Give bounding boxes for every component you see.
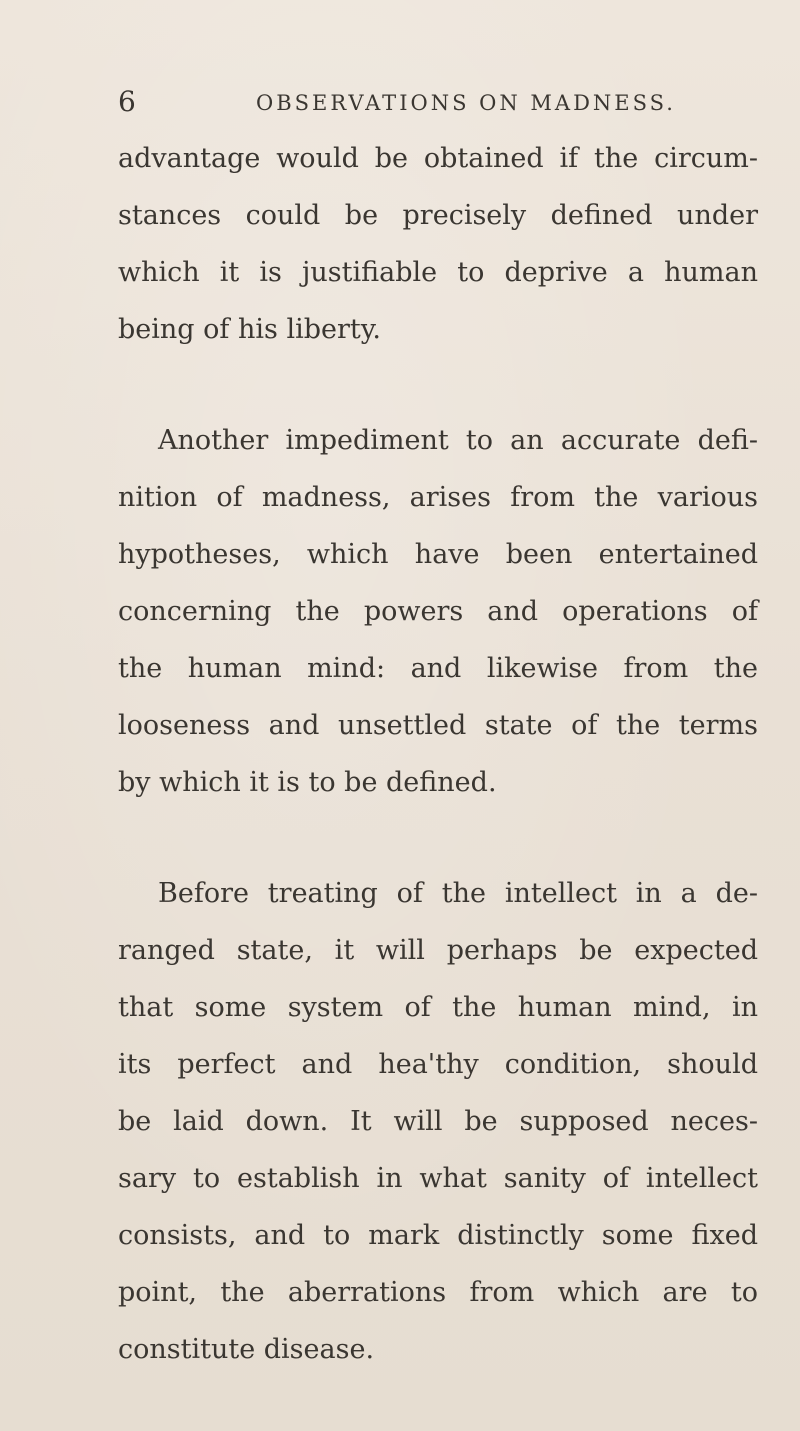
body-text <box>118 130 758 1378</box>
text-line: by which it is to be defined. <box>118 767 497 798</box>
text-line: nition of madness, arises from the various <box>118 482 758 513</box>
text-line: that some system of the human mind, in <box>118 992 758 1023</box>
paragraph-1 <box>118 130 758 358</box>
running-head: OBSERVATIONS ON MADNESS. <box>256 91 676 115</box>
text-line: stances could be precisely defined under <box>118 200 758 231</box>
text-line: ranged state, it will perhaps be expected <box>118 935 758 966</box>
text-line: its perfect and hea'thy condition, should <box>118 1049 758 1080</box>
text-line: point, the aberrations from which are to <box>118 1277 758 1308</box>
page-number: 6 <box>118 85 136 118</box>
text-line: advantage would be obtained if the circum- <box>118 143 758 174</box>
text-line: hypotheses, which have been entertained <box>118 539 758 570</box>
text-line: looseness and unsettled state of the terms <box>118 710 758 741</box>
text-line: the human mind: and likewise from the <box>118 653 758 684</box>
page-header <box>118 84 758 120</box>
paragraph-gap <box>118 811 758 865</box>
paragraph-3 <box>118 865 758 1378</box>
paragraph-2 <box>118 412 758 811</box>
text-line: sary to establish in what sanity of intellect <box>118 1163 758 1194</box>
text-line: being of his liberty. <box>118 314 381 345</box>
text-line: be laid down. It will be supposed neces- <box>118 1106 758 1137</box>
text-line: concerning the powers and operations of <box>118 596 758 627</box>
text-line: which it is justifiable to deprive a human <box>118 257 758 288</box>
text-line: Before treating of the intellect in a de- <box>158 878 758 909</box>
paragraph-gap <box>118 358 758 412</box>
text-line: Another impediment to an accurate defi- <box>158 425 758 456</box>
text-line: consists, and to mark distinctly some fixed <box>118 1220 758 1251</box>
text-line: constitute disease. <box>118 1334 375 1365</box>
